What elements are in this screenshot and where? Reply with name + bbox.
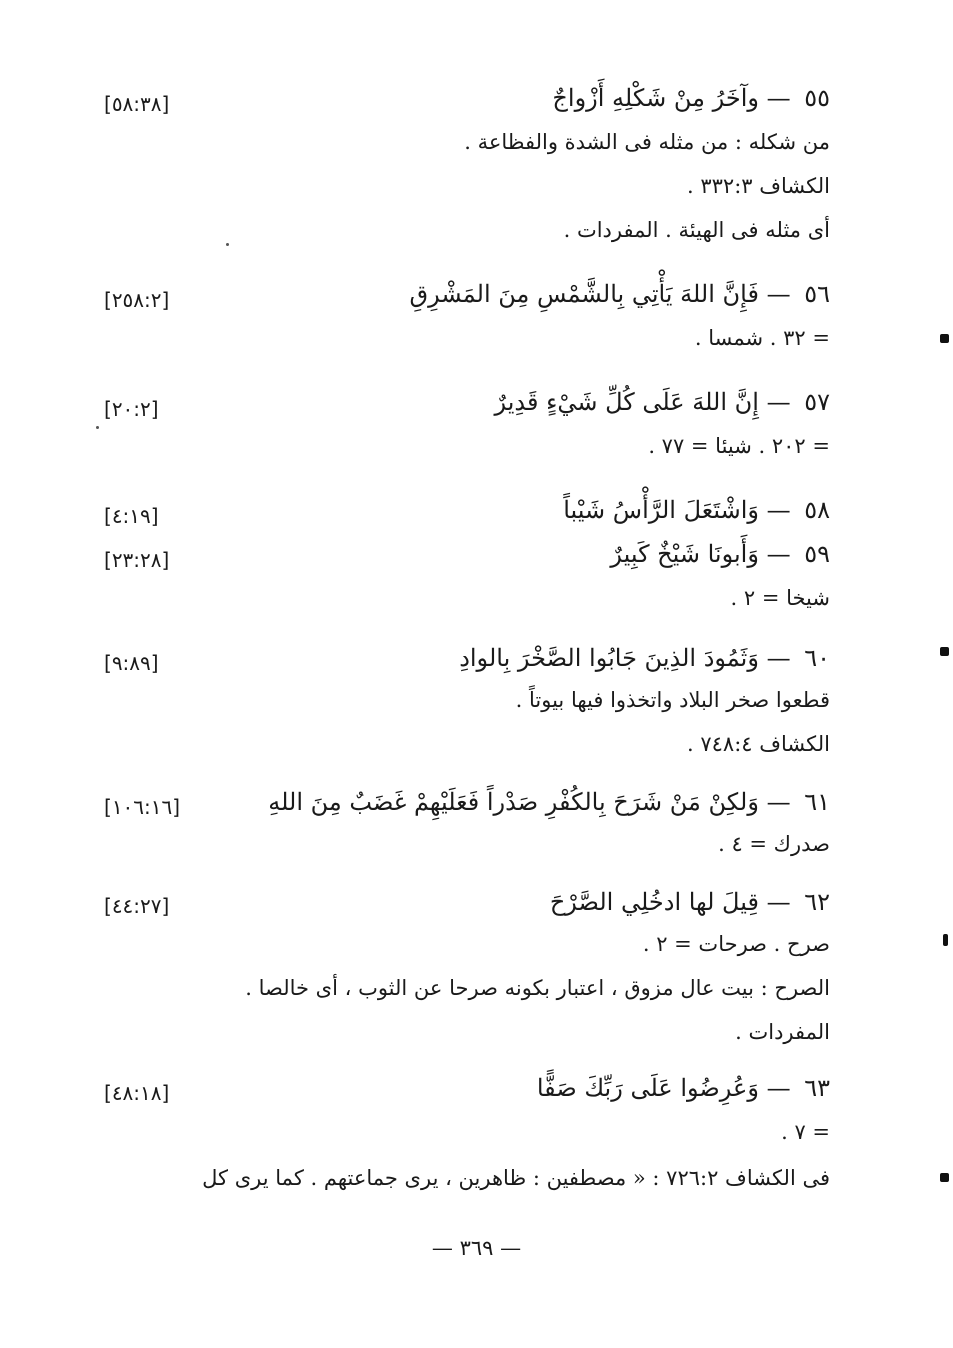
verse-number: ٥٦ [804,280,830,308]
reference-60: [٩:٨٩] [104,651,159,675]
note-57-1: = ٢٠٢ . شيئا = ٧٧ . [648,434,830,458]
verse-text: وَلكِنْ مَنْ شَرَحَ بِالكُفْرِ صَدْراً فَعَلَيْهِمْ غَضَبٌ مِنَ اللهِ [268,788,759,816]
margin-mark [940,647,949,656]
note-55-1: من شكله : من مثله فى الشدة والفظاعة . [464,130,830,154]
verse-number: ٦٣ [804,1074,830,1102]
verse-text: قِيلَ لها ادخُلِي الصَّرْحَ [549,888,759,916]
note-60-1: قطعوا صخر البلاد واتخذوا فيها بيوتاً . [515,688,830,712]
note-63-2: فى الكشاف ٧٢٦:٢ : « مصطفين : ظاهرين ، يرى جماعتهم . كما يرى كل [202,1166,830,1190]
note-55-3: أى مثله فى الهيئة . المفردات . [563,218,830,242]
verse-number: ٥٥ [804,84,830,112]
note-62-3: المفردات . [735,1020,830,1044]
verse-56: ٥٦ — فَإِنَّ اللهَ يَأْتِي بِالشَّمْسِ مِنَ المَشْرِقِ [409,280,830,308]
note-62-1: صرح . صرحات = ٢ . [642,932,830,956]
note-55-2: الكشاف ٣٣٢:٣ . [687,174,830,198]
verse-number: ٦٢ [804,888,830,916]
reference-58: [٤:١٩] [104,504,159,528]
reference-55: [٥٨:٣٨] [104,92,170,116]
reference-56: [٢٥٨:٢] [104,288,170,312]
note-61-1: صدرك = ٤ . [718,832,830,856]
verse-58: ٥٨ — وَاشْتَعَلَ الرَّأْسُ شَيْباً [563,496,830,524]
verse-number: ٥٨ [804,496,830,524]
verse-number: ٦١ [804,788,830,816]
verse-61: ٦١ — وَلكِنْ مَنْ شَرَحَ بِالكُفْرِ صَدْراً فَعَلَيْهِمْ غَضَبٌ مِنَ اللهِ [268,788,830,816]
verse-62: ٦٢ — قِيلَ لها ادخُلِي الصَّرْحَ [549,888,830,916]
reference-61: [١٠٦:١٦] [104,795,181,819]
verse-63: ٦٣ — وَعُرِضُوا عَلَى رَبِّكَ صَفًّا [536,1074,830,1102]
verse-60: ٦٠ — وَثَمُودَ الذِينَ جَابُوا الصَّخْرَ بِالوادِ [459,644,830,672]
reference-63: [٤٨:١٨] [104,1081,170,1105]
margin-mark [940,334,949,343]
verse-57: ٥٧ — إِنَّ اللهَ عَلَى كُلِّ شَيْءٍ قَدِيرٌ [494,388,830,416]
note-63-1: = ٧ . [781,1120,830,1144]
note-60-2: الكشاف ٧٤٨:٤ . [687,732,830,756]
note-59-1: شيخا = ٢ . [730,586,830,610]
verse-number: ٥٩ [804,540,830,568]
verse-text: إِنَّ اللهَ عَلَى كُلِّ شَيْءٍ قَدِيرٌ [494,388,759,416]
verse-text: وَاشْتَعَلَ الرَّأْسُ شَيْباً [563,496,759,524]
page-number: — ٣٦٩ — [431,1236,522,1260]
verse-59: ٥٩ — وَأَبونَا شَيْخٌ كَبِيرٌ [610,540,830,568]
note-62-2: الصرح : بيت عال مزوق ، اعتبار بكونه صرحا عن الثوب ، أى خالصا . [245,976,830,1000]
verse-55: ٥٥ — وآخَرُ مِنْ شَكْلِهِ أَزْواجٌ [552,84,830,112]
margin-mark [943,934,948,946]
scan-speck [226,243,229,246]
verse-number: ٦٠ [804,644,830,672]
verse-number: ٥٧ [804,388,830,416]
verse-text: وَعُرِضُوا عَلَى رَبِّكَ صَفًّا [536,1074,759,1102]
scan-speck [96,426,99,429]
note-56-1: = ٣٢ . شمسا . [694,326,830,350]
verse-text: فَإِنَّ اللهَ يَأْتِي بِالشَّمْسِ مِنَ المَشْرِقِ [409,280,759,308]
reference-62: [٤٤:٢٧] [104,894,170,918]
verse-text: وَأَبونَا شَيْخٌ كَبِيرٌ [610,540,759,568]
reference-59: [٢٣:٢٨] [104,548,170,572]
margin-mark [940,1173,949,1182]
verse-text: وَثَمُودَ الذِينَ جَابُوا الصَّخْرَ بِالوادِ [459,644,759,672]
verse-text: وآخَرُ مِنْ شَكْلِهِ أَزْواجٌ [552,84,759,112]
reference-57: [٢٠:٢] [104,397,159,421]
